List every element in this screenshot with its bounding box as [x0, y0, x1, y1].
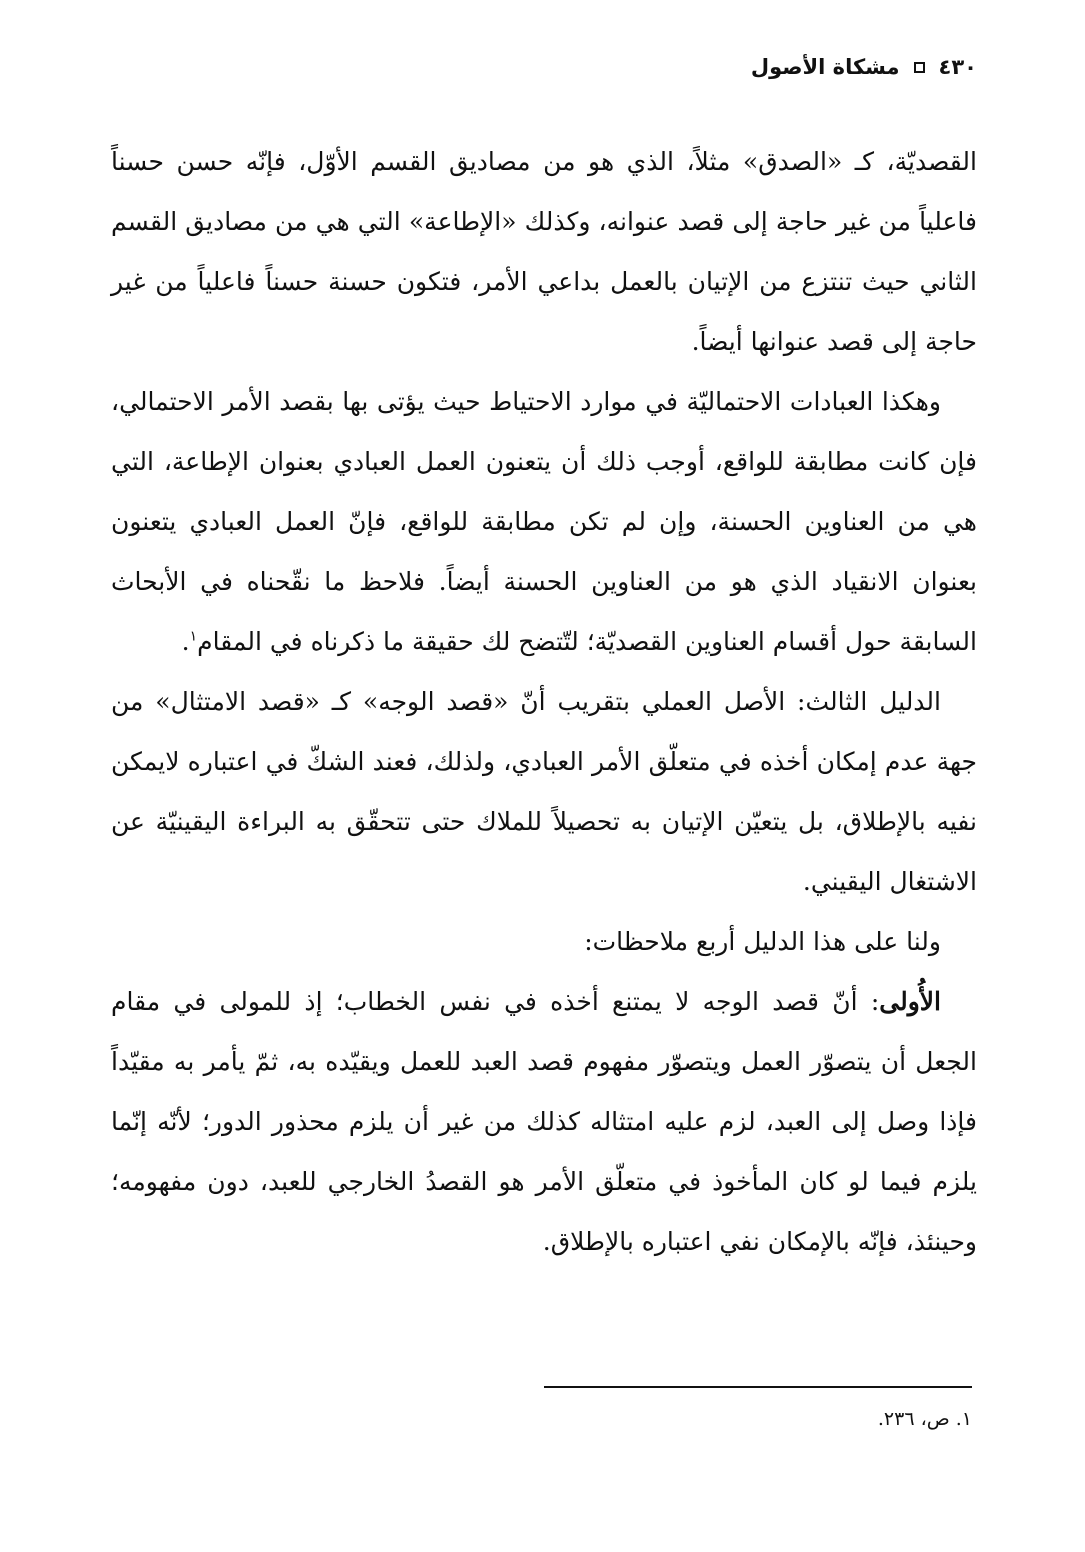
paragraph-precaution: وهكذا العبادات الاحتماليّة في موارد الاحتياط حيث يؤتى بها بقصد الأمر الاحتمالي، فإن كانت مطابقة للواقع، أوجب ذلك أن يتعنون العمل العبادي بعنوان الإطاعة، التي هي من العناوين الحسنة، وإن لم تكن مطابقة للواقع، فإنّ العمل العبادي يتعنون بعنوان الانقياد الذي هو من العناوين الحسنة أيضاً. فلاحظ ما نقّحناه في الأبحاث السابقة حول أقسام العناوين القصديّة؛ لتّتضح لك حقيقة ما ذكرناه في المقام$^١$.	[111, 387, 977, 656]
footnote-ref: ١	[189, 628, 198, 645]
paragraph-remarks-intro	[111, 912, 977, 972]
running-header	[751, 52, 977, 82]
footnote-divider	[544, 1386, 972, 1388]
paragraph-text: وهكذا العبادات الاحتماليّة في موارد الاحتياط حيث يؤتى بها بقصد الأمر الاحتمالي، فإن كانت مطابقة للواقع، أوجب ذلك أن يتعنون العمل العبادي بعنوان الإطاعة، التي هي من العناوين الحسنة، وإن لم تكن مطابقة للواقع، فإنّ العمل العبادي يتعنون بعنوان الانقياد الذي هو من العناوين الحسنة أيضاً. فلاحظ ما نقّحناه في الأبحاث السابقة حول أقسام العناوين القصديّة؛ لتّتضح لك حقيقة ما ذكرناه في المقام	[111, 387, 977, 656]
footnote-text: ١. ص، ٢٣٦.	[877, 1408, 972, 1430]
paragraph-text: ولنا على هذا الدليل أربع ملاحظات:	[584, 927, 941, 956]
paragraph-first-remark	[111, 972, 977, 1272]
footnote	[878, 1404, 972, 1434]
paragraph-text: : أنّ قصد الوجه لا يمتنع أخذه في نفس الخطاب؛ إذ للمولى في مقام الجعل أن يتصوّر العمل ويتصوّر مفهوم قصد العبد للعمل ويقيّده به، ثمّ يأمر به مقيّداً فإذا وصل إلى العبد، لزم عليه امتثاله كذلك من غير أن يلزم محذور الدور؛ لأنّه إنّما يلزم فيما لو كان المأخوذ في متعلّق الأمر هو القصدُ الخارجي للعبد، دون مفهومه؛ وحينئذ، فإنّه بالإمكان نفي اعتباره بالإطلاق.	[111, 987, 977, 1256]
header-square-icon	[914, 62, 925, 73]
page-number: ٤٣٠	[938, 55, 977, 79]
paragraph-third-proof	[111, 672, 977, 912]
paragraph-text: الدليل الثالث: الأصل العملي بتقريب أنّ «قصد الوجه» كـ «قصد الامتثال» من جهة عدم إمكان أخذه في متعلّق الأمر العبادي، ولذلك، فعند الشكّ في اعتباره لايمكن نفيه بالإطلاق، بل يتعيّن الإتيان به تحصيلاً للملاك حتى تتحقّق به البراءة اليقينيّة عن الاشتغال اليقيني.	[111, 687, 977, 896]
main-text	[111, 132, 977, 1272]
paragraph-text: القصديّة، كـ «الصدق» مثلاً، الذي هو من مصاديق القسم الأوّل، فإنّه حسن حسناً فاعلياً من غير حاجة إلى قصد عنوانه، وكذلك «الإطاعة» التي هي من مصاديق القسم الثاني حيث تنتزع من الإتيان بالعمل بداعي الأمر، فتكون حسنة حسناً فاعلياً من غير حاجة إلى قصد عنوانها أيضاً.	[111, 147, 977, 356]
remark-lead: الأُولى	[879, 987, 941, 1016]
book-title: مشكاة الأصول	[750, 55, 900, 79]
paragraph-continuation	[111, 132, 977, 372]
